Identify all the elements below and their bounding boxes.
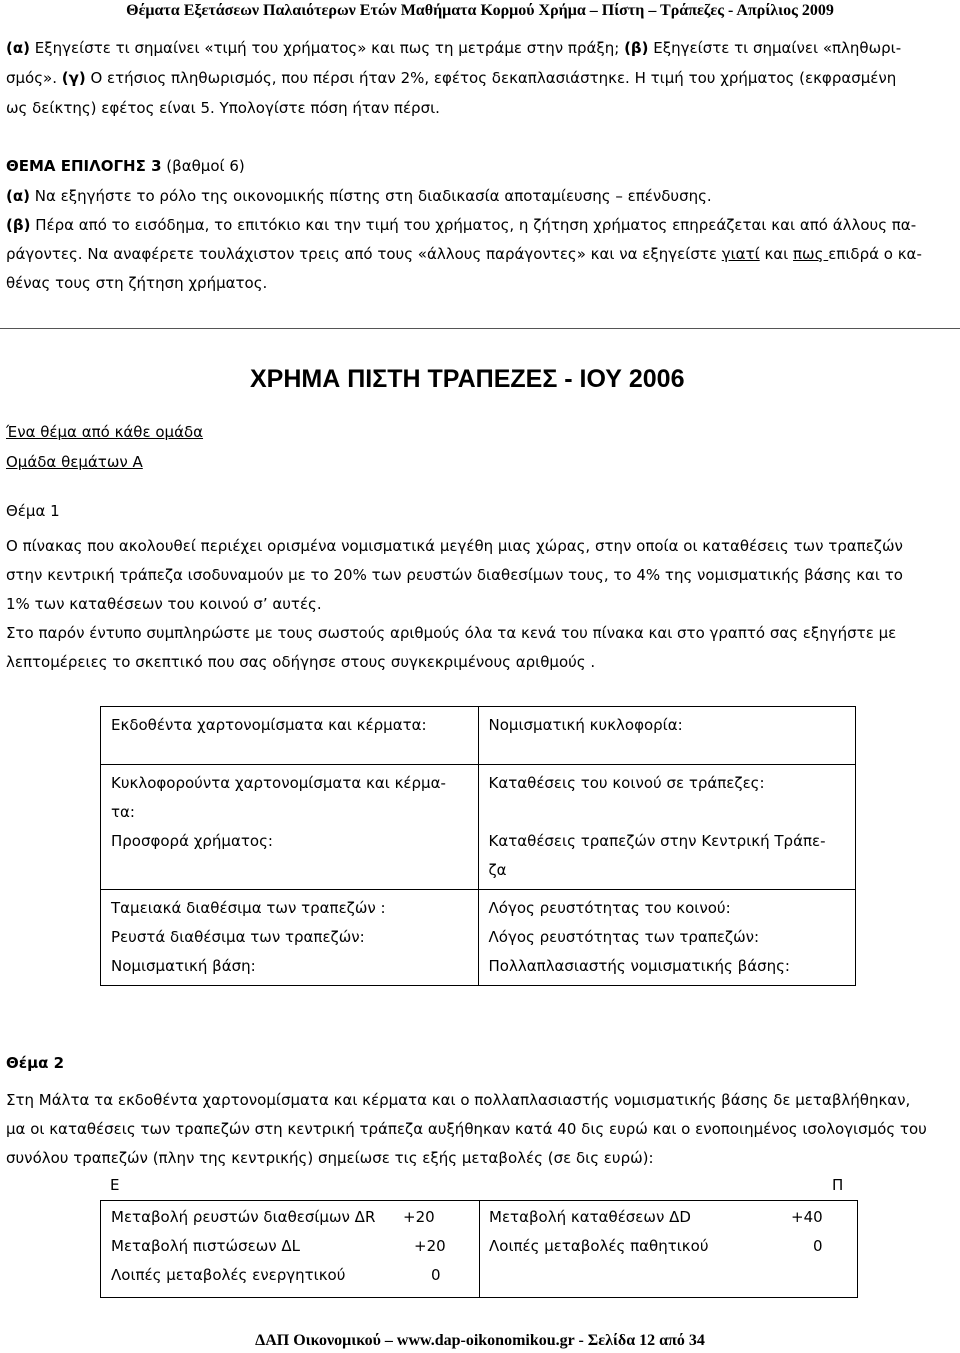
question-line-2 [6,68,896,88]
thema3-b-label: (β) [6,216,31,234]
section-title: ΧΡΗΜΑ ΠΙΣΤΗ ΤΡΑΠΕΖΕΣ - ΙΟΥ 2006 [250,365,685,393]
thema3-b-line-1 [6,215,916,235]
cell-label: Νομισματική κυκλοφορία: [488,716,683,734]
page-footer: ΔΑΠ Οικονομικού – www.dap-oikonomikou.gr - Σελίδα 12 από 34 [255,1332,705,1349]
page-header: Θέματα Εξετάσεων Παλαιότερων Ετών Μαθήματα Κορμού Χρήμα – Πίστη – Τράπεζες - Απρίλιος 2009 [126,2,834,19]
asset-row-value: 0 [431,1266,441,1284]
thema3-heading-line [6,156,245,176]
text-fragment: σμός». [6,69,62,87]
table-cell [101,707,479,765]
table-cell [478,765,856,890]
group-a-heading: Ομάδα θεμάτων Α [6,453,143,471]
cell-label: Ταμειακά διαθέσιμα των τραπεζών : [111,899,386,917]
thema2-line-3: συνόλου τραπεζών (πλην της κεντρικής) σημείωσε τις εξής μεταβολές (σε δις ευρώ): [6,1149,654,1167]
cell-label: Προσφορά χρήματος: [111,832,273,850]
text-fragment: και [759,245,794,263]
part-b-text: Εξηγείστε τι σημαίνει «πληθωρι- [648,39,902,57]
part-a-text: Εξηγείστε τι σημαίνει «τιμή του χρήματος» και πως τη μετράμε στην πράξη; [30,39,625,57]
assets-column-heading: Ε [110,1176,120,1194]
thema1-heading: Θέμα 1 [6,502,60,520]
thema3-b-line-3: θένας τους στη ζήτηση χρήματος. [6,274,268,292]
section-divider [0,328,960,329]
cell-label: Λόγος ρευστότητας των τραπεζών: [488,928,760,946]
thema2-line-1: Στη Μάλτα τα εκδοθέντα χαρτονομίσματα και κέρματα και ο πολλαπλασιαστής νομισματικής βάσης δε μεταβλήθηκαν, [6,1091,911,1109]
part-c-text: Ο ετήσιος πληθωρισμός, που πέρσι ήταν 2%, εφέτος δεκαπλασιάστηκε. Η τιμή του χρήματος (εκφρασμένη [85,69,897,87]
question-line-1 [6,38,901,58]
table-cell [101,890,479,986]
thema1-p2-line-1: Στο παρόν έντυπο συμπληρώστε με τους σωστούς αριθμούς όλα τα κενά του πίνακα και στο γραπτό σας εξηγήστε με [6,624,897,642]
question-line-3: ως δείκτης) εφέτος είναι 5. Υπολογίστε πόση ήταν πέρσι. [6,99,440,117]
table-row [101,707,856,765]
cell-label: Καταθέσεις του κοινού σε τράπεζες: [488,774,765,792]
liabilities-column-heading: Π [832,1176,844,1194]
thema2-heading: Θέμα 2 [6,1054,65,1072]
cell-label: Καταθέσεις τραπεζών στην Κεντρική Τράπε- [488,832,826,850]
cell-label: Κυκλοφορούντα χαρτονομίσματα και κέρμα- [111,774,446,792]
thema3-a-label: (α) [6,187,31,205]
liability-row-label: Λοιπές μεταβολές παθητικού [489,1237,709,1255]
underlined-how: πως [793,245,829,263]
asset-row-label: Λοιπές μεταβολές ενεργητικού [111,1266,346,1284]
thema3-points: (βαθμοί 6) [161,157,245,175]
cell-label: Ρευστά διαθέσιμα των τραπεζών: [111,928,365,946]
liability-row-value: 0 [813,1237,823,1255]
cell-label: Πολλαπλασιαστής νομισματικής βάσης: [488,957,790,975]
part-b-label: (β) [624,39,649,57]
table-cell [101,765,479,890]
asset-row-value: +20 [403,1208,435,1226]
thema1-p1-line-3: 1% των καταθέσεων του κοινού σ’ αυτές. [6,595,322,613]
thema2-line-2: μα οι καταθέσεις των τραπεζών στη κεντρική τράπεζα αυξήθηκαν κατά 40 δις ευρώ και ο ενοποιημένος ισολογισμός του [6,1120,927,1138]
thema3-b-line-2 [6,244,922,264]
group-note: Ένα θέμα από κάθε ομάδα [6,423,204,441]
cell-label: Νομισματική βάση: [111,957,256,975]
cell-label: Εκδοθέντα χαρτονομίσματα και κέρματα: [111,716,427,734]
thema3-a-line [6,186,712,206]
thema1-p2-line-2: λεπτομέρειες το σκεπτικό που σας οδήγησε στους συγκεκριμένους αριθμούς . [6,653,596,671]
thema1-p1-line-2: στην κεντρική τράπεζα ισοδυναμούν με το 20% των ρευστών διαθεσίμων τους, το 4% της νομισματικής βάσης και το [6,566,903,584]
thema3-a-text: Να εξηγήστε το ρόλο της οικονομικής πίστης στη διαδικασία αποταμίευσης – επένδυσης. [30,187,712,205]
column-divider [479,1201,480,1297]
monetary-table [100,706,856,986]
balance-sheet-changes [100,1200,858,1298]
thema3-b-text: Πέρα από το εισόδημα, το επιτόκιο και την τιμή του χρήματος, η ζήτηση χρήματος επηρεάζεται και από άλλους πα- [30,216,917,234]
table-cell [478,707,856,765]
liability-row-label: Μεταβολή καταθέσεων ΔD [489,1208,691,1226]
text-fragment: επιδρά ο κα- [828,245,922,263]
table-cell [478,890,856,986]
table-row [101,765,856,890]
part-c-label: (γ) [61,69,86,87]
thema1-p1-line-1: Ο πίνακας που ακολουθεί περιέχει ορισμένα νομισματικά μεγέθη μιας χώρας, στην οποία οι καταθέσεις των τραπεζών [6,537,903,555]
table-row [101,890,856,986]
thema3-heading: ΘΕΜΑ ΕΠΙΛΟΓΗΣ 3 [6,157,162,175]
cell-label: Λόγος ρευστότητας του κοινού: [488,899,731,917]
part-a-label: (α) [6,39,31,57]
text-fragment: ράγοντες. Να αναφέρετε τουλάχιστον τρεις από τους «άλλους παράγοντες» και να εξηγείστε [6,245,722,263]
liability-row-value: +40 [791,1208,823,1226]
asset-row-value: +20 [414,1237,446,1255]
cell-label: ζα [488,861,507,879]
asset-row-label: Μεταβολή πιστώσεων ΔL [111,1237,301,1255]
asset-row-label: Μεταβολή ρευστών διαθεσίμων ΔR [111,1208,376,1226]
underlined-why: γιατί [721,245,760,263]
cell-label: τα: [111,803,135,821]
